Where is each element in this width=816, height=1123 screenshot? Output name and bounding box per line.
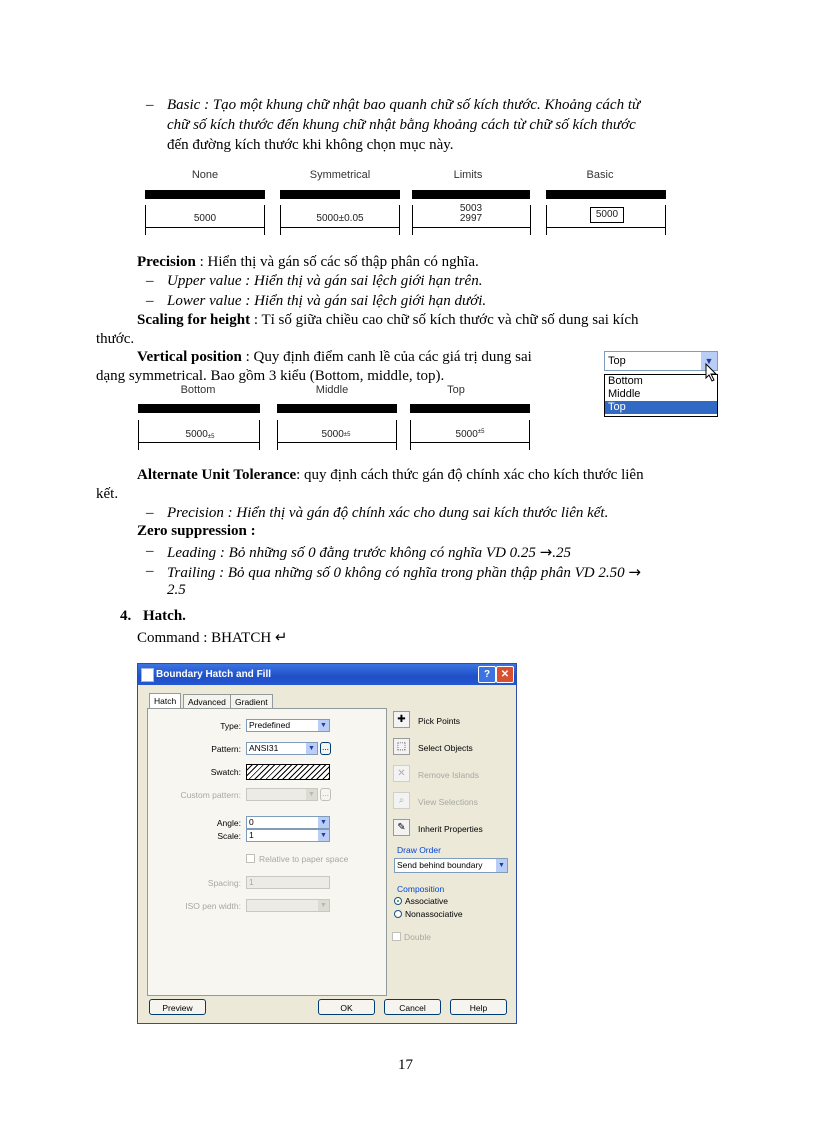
upper-value: Upper value : Hiển thị và gán sai lệch giới hạn trên.: [167, 273, 483, 289]
bar-basic: [546, 190, 666, 199]
ext-line: [399, 205, 400, 235]
dimline-middle: [277, 442, 397, 443]
ext-line: [412, 205, 413, 235]
remove-islands-icon[interactable]: ✕: [393, 765, 410, 782]
hatch-number: 4.: [120, 608, 132, 624]
hatch-title: Hatch.: [143, 608, 186, 624]
scale-select[interactable]: [246, 829, 330, 842]
basic-dash: –: [146, 97, 154, 113]
custom-pattern-label: Custom pattern:: [180, 790, 241, 800]
value-bottom-tol: ±5: [207, 434, 215, 440]
relative-checkbox[interactable]: [246, 854, 255, 863]
bar-none: [145, 190, 265, 199]
value-bottom: [170, 429, 230, 440]
alternate-text2: kết.: [96, 486, 119, 502]
help-button[interactable]: Help: [450, 999, 507, 1015]
ext-line: [396, 420, 397, 450]
chevron-down-icon[interactable]: ▼: [318, 817, 329, 828]
ext-line: [529, 420, 530, 450]
double-checkbox[interactable]: [392, 932, 401, 941]
bar-limits: [412, 190, 530, 199]
dimline-none: [145, 227, 265, 228]
dimline-symmetrical: [280, 227, 400, 228]
inherit-properties-icon[interactable]: ✎: [393, 819, 410, 836]
type-value: Predefined: [249, 720, 291, 730]
pick-points-button[interactable]: Pick Points: [418, 716, 461, 726]
cursor-icon: [705, 363, 719, 383]
associative-radio[interactable]: [394, 897, 402, 905]
value-top-main: 5000: [455, 429, 478, 440]
spacing-label: Spacing:: [207, 878, 241, 888]
dialog-title: Boundary Hatch and Fill: [156, 669, 272, 680]
leading-item: [167, 543, 571, 562]
trailing-text: Trailing : Bỏ qua những số 0 không có nghĩa trong phần thập phân VD 2.50: [167, 565, 629, 581]
view-selections-icon[interactable]: ⌕: [393, 792, 410, 809]
basic-label: Basic: [167, 97, 201, 113]
value-middle: [306, 429, 366, 440]
select-objects-button[interactable]: Select Objects: [418, 743, 473, 753]
spacing-input[interactable]: 1: [246, 876, 330, 889]
vertical-label: Vertical position: [137, 349, 242, 365]
associative-label[interactable]: Associative: [405, 896, 448, 906]
leading-text: Leading : Bỏ những số 0 đằng trước không có nghĩa VD 0.25: [167, 545, 540, 561]
chevron-down-icon[interactable]: ▼: [496, 859, 507, 872]
help-title-button[interactable]: ?: [478, 666, 496, 683]
vertical-line1: [137, 349, 532, 366]
cancel-button[interactable]: Cancel: [384, 999, 441, 1015]
vertical-text1: : Quy định điểm canh lề của các giá trị dung sai: [241, 349, 532, 365]
boundary-hatch-dialog: [137, 663, 517, 1024]
bar-symmetrical: [280, 190, 400, 199]
draw-order-label: Draw Order: [397, 845, 441, 855]
bar-middle: [277, 404, 397, 413]
alternate-label: Alternate Unit Tolerance: [137, 467, 297, 483]
scaling-text2: thước.: [96, 331, 135, 347]
scaling-text1: : Tỉ số giữa chiều cao chữ số kích thước và chữ số dung sai kích: [250, 312, 639, 328]
lower-value: Lower value : Hiển thị và gán sai lệch giới hạn dưới.: [167, 293, 487, 309]
scale-label: Scale:: [217, 831, 241, 841]
iso-pen-select[interactable]: [246, 899, 330, 912]
vertical-position-dropdown[interactable]: [604, 351, 718, 417]
inherit-properties-button[interactable]: Inherit Properties: [418, 824, 483, 834]
vertical-text2: dạng symmetrical. Bao gồm 3 kiểu (Bottom, middle, top).: [96, 368, 445, 384]
value-middle-main: 5000: [321, 429, 344, 440]
relative-label: Relative to paper space: [259, 854, 349, 864]
dropdown-option-bottom[interactable]: Bottom: [608, 375, 643, 387]
chevron-down-icon[interactable]: ▼: [318, 720, 329, 731]
ext-line: [410, 420, 411, 450]
remove-islands-button[interactable]: Remove Islands: [418, 770, 479, 780]
value-bottom-main: 5000: [185, 429, 208, 440]
nonassociative-label[interactable]: Nonassociative: [405, 909, 463, 919]
scaling-label: Scaling for height: [137, 312, 251, 328]
page-number: 17: [398, 1057, 413, 1073]
basic-line2: [167, 117, 636, 134]
dropdown-list: [604, 374, 718, 417]
ext-line: [546, 205, 547, 235]
draw-order-value: Send behind boundary: [397, 860, 483, 870]
example-label-none: None: [191, 169, 219, 181]
double-label[interactable]: Double: [404, 932, 431, 942]
pattern-browse-button[interactable]: ...: [320, 742, 331, 755]
basic-line1: [167, 97, 640, 114]
alt-dash: –: [146, 505, 154, 521]
value-top: [440, 429, 500, 440]
tab-gradient[interactable]: Gradient: [230, 694, 273, 709]
basic-text1: : Tạo một khung chữ nhật bao quanh chữ số kích thước. Khoảng cách từ: [200, 97, 641, 113]
bar-bottom: [138, 404, 260, 413]
value-top-tol: ±5: [477, 429, 485, 435]
value-middle-tol: ±5: [343, 432, 351, 438]
app-icon: [141, 668, 154, 682]
chevron-down-icon[interactable]: ▼: [701, 352, 717, 370]
zero-label: Zero suppression :: [137, 523, 256, 539]
trailing-result: 2.5: [167, 582, 186, 598]
scaling-line1: [137, 312, 639, 329]
type-select[interactable]: [246, 719, 330, 732]
ext-line: [138, 420, 139, 450]
value-basic: 5000: [590, 207, 624, 223]
chevron-down-icon[interactable]: ▼: [318, 830, 329, 841]
precision-label: Precision: [137, 254, 196, 270]
view-selections-button[interactable]: View Selections: [418, 797, 478, 807]
select-objects-icon[interactable]: ⬚: [393, 738, 410, 755]
alternate-precision: Precision : Hiển thị và gán độ chính xác cho dung sai kích thước liên kết.: [167, 505, 609, 521]
tab-advanced[interactable]: Advanced: [183, 694, 231, 709]
arrow-icon: →: [539, 543, 553, 561]
lower-dash: –: [146, 293, 154, 309]
ok-button[interactable]: OK: [318, 999, 375, 1015]
dropdown-option-top[interactable]: Top: [605, 401, 717, 414]
leading-result: .25: [552, 545, 571, 561]
basic-line3: đến đường kích thước khi không chọn mục này.: [167, 137, 454, 153]
upper-dash: –: [146, 273, 154, 289]
close-icon[interactable]: ✕: [496, 666, 514, 683]
chevron-down-icon[interactable]: ▼: [306, 789, 317, 800]
angle-label: Angle:: [216, 818, 241, 828]
ext-line: [145, 205, 146, 235]
example-label-limits: Limits: [453, 169, 483, 181]
basic-text2: chữ số kích thước đến khung chữ nhật bằng khoảng cách từ chữ số kích thước: [167, 117, 636, 133]
chevron-down-icon[interactable]: ▼: [318, 900, 329, 911]
hatch-command: Command : BHATCH ↵: [137, 630, 288, 646]
alternate-text1: : quy định cách thức gán độ chính xác cho kích thước liên: [296, 467, 644, 483]
dimline-top: [410, 442, 530, 443]
pattern-value: ANSI31: [249, 743, 279, 753]
swatch-label: Swatch:: [210, 767, 241, 777]
arrow-icon: →: [628, 563, 641, 581]
vertical-label-bottom: Bottom: [180, 384, 216, 396]
ext-line: [264, 205, 265, 235]
iso-pen-label: ISO pen width:: [185, 901, 241, 911]
value-symmetrical: 5000±0.05: [316, 213, 364, 224]
leading-dash: –: [146, 543, 154, 559]
draw-order-select[interactable]: [394, 858, 508, 873]
tab-hatch[interactable]: Hatch: [149, 693, 181, 709]
value-none: 5000: [193, 213, 217, 224]
pattern-select[interactable]: [246, 742, 318, 755]
ext-line: [259, 420, 260, 450]
value-limits-lower: 2997: [459, 213, 483, 224]
ext-line: [280, 205, 281, 235]
chevron-down-icon[interactable]: ▼: [306, 743, 317, 754]
dropdown-option-middle[interactable]: Middle: [608, 388, 641, 400]
example-label-symmetrical: Symmetrical: [309, 169, 371, 181]
custom-pattern-select[interactable]: [246, 788, 318, 801]
precision-line: [137, 254, 479, 271]
ext-line: [277, 420, 278, 450]
custom-browse-button[interactable]: ...: [320, 788, 331, 801]
swatch-preview[interactable]: [246, 764, 330, 780]
bar-top: [410, 404, 530, 413]
example-label-basic: Basic: [586, 169, 614, 181]
angle-value: 0: [249, 817, 254, 827]
dimline-basic: [546, 227, 666, 228]
composition-label: Composition: [397, 884, 445, 894]
value-limits-upper: 5003: [459, 203, 483, 214]
preview-button[interactable]: Preview: [149, 999, 206, 1015]
ext-line: [530, 205, 531, 235]
angle-select[interactable]: [246, 816, 330, 829]
nonassociative-radio[interactable]: [394, 910, 402, 918]
scale-value: 1: [249, 830, 254, 840]
pick-points-icon[interactable]: ✚: [393, 711, 410, 728]
alternate-line1: [137, 467, 644, 484]
dialog-titlebar: [138, 664, 516, 685]
vertical-label-top: Top: [447, 384, 465, 396]
dropdown-selected[interactable]: Top: [604, 351, 718, 371]
dimline-limits: [412, 227, 530, 228]
trailing-item: [167, 563, 641, 582]
precision-text: : Hiển thị và gán số các số thập phân có nghĩa.: [195, 254, 479, 270]
pattern-label: Pattern:: [211, 744, 241, 754]
dimline-bottom: [138, 442, 260, 443]
vertical-label-middle: Middle: [315, 384, 349, 396]
trailing-dash: –: [146, 563, 154, 579]
type-label: Type:: [220, 721, 241, 731]
ext-line: [665, 205, 666, 235]
